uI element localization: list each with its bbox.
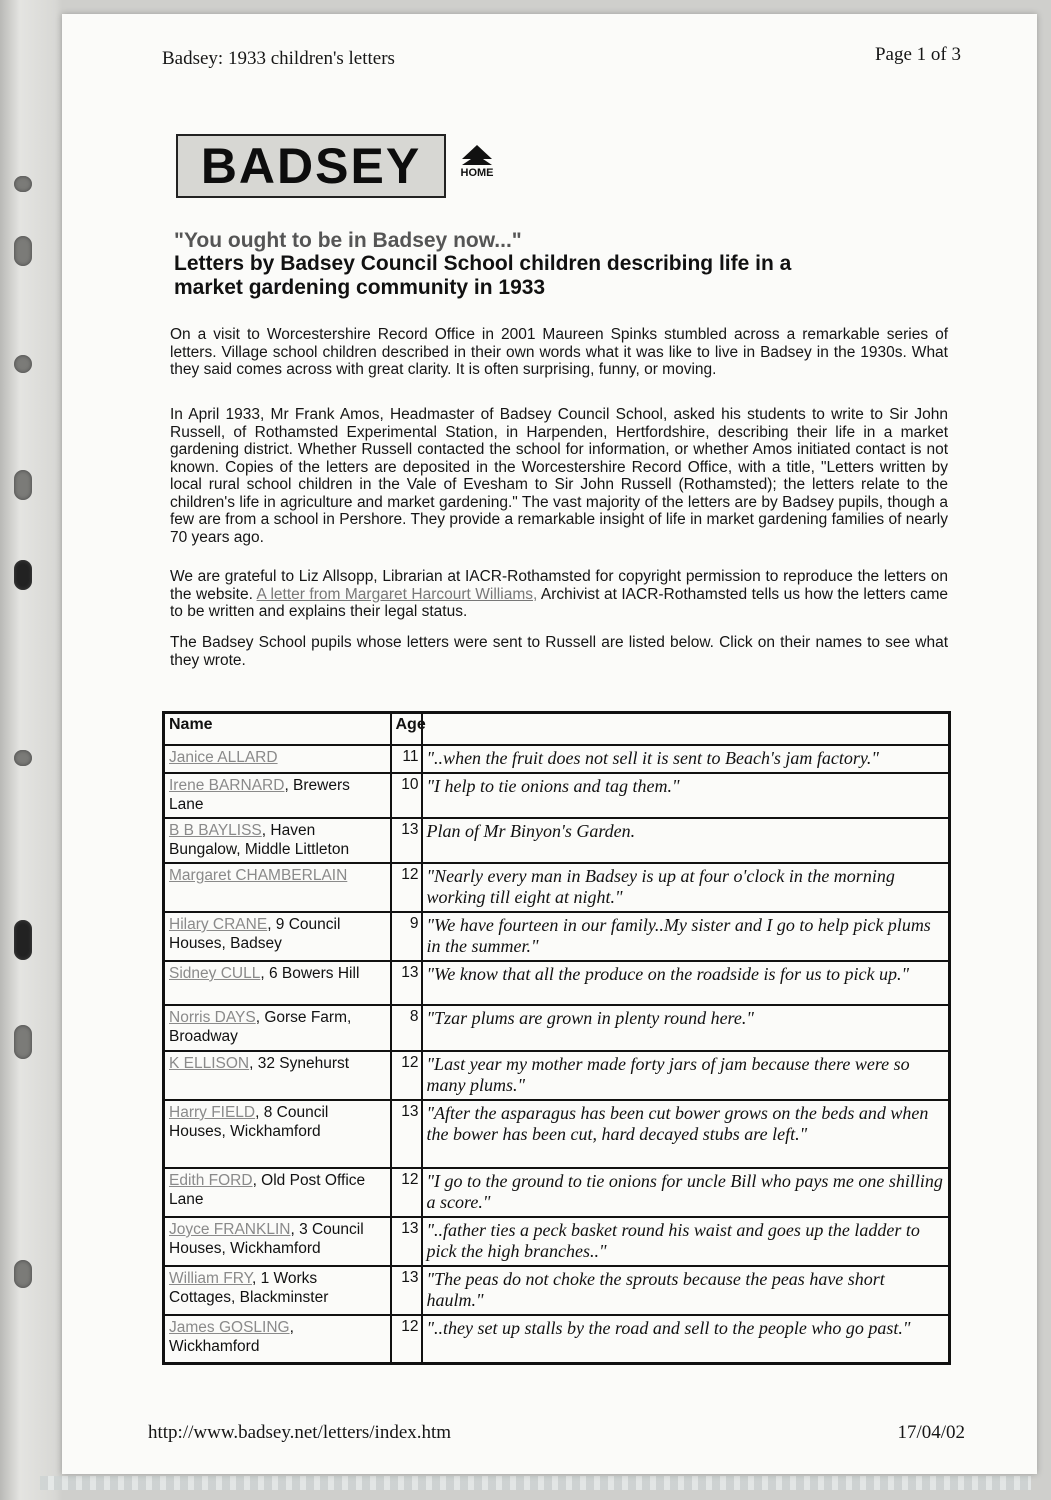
pupil-name-cell — [164, 1266, 391, 1315]
pupil-quote: "We know that all the produce on the roadside is for us to pick up." — [422, 961, 950, 1005]
table-row — [164, 863, 950, 912]
pupil-name-cell — [164, 745, 391, 773]
pupil-quote: "..father ties a peck basket round his waist and goes up the ladder to pick the high branches.." — [422, 1217, 950, 1266]
pupil-age: 10 — [391, 773, 422, 818]
binder-hole — [14, 355, 32, 373]
pupil-name-link[interactable]: Joyce FRANKLIN — [169, 1221, 291, 1238]
pupil-quote: Plan of Mr Binyon's Garden. — [422, 818, 950, 863]
pupil-age: 13 — [391, 961, 422, 1005]
table-row — [164, 1266, 950, 1315]
pupil-name-link[interactable]: William FRY — [169, 1270, 252, 1287]
pupil-name-link[interactable]: Janice ALLARD — [169, 749, 278, 766]
pupil-age: 8 — [391, 1005, 422, 1051]
column-header-quote — [422, 713, 950, 746]
pupil-quote: "I help to tie onions and tag them." — [422, 773, 950, 818]
intro-paragraph-4: The Badsey School pupils whose letters were sent to Russell are listed below. Click on their names to see what they wrote. — [170, 634, 948, 669]
binder-hole — [14, 176, 32, 192]
pupil-rows — [164, 745, 950, 1363]
pupil-name-cell — [164, 1168, 391, 1217]
pupil-age: 13 — [391, 1266, 422, 1315]
page-number: Page 1 of 3 — [874, 44, 961, 65]
pupil-name-cell — [164, 863, 391, 912]
table-row — [164, 773, 950, 818]
binder-hole — [14, 750, 32, 766]
pupil-name-link[interactable]: Harry FIELD — [169, 1104, 256, 1121]
pupil-quote: "..when the fruit does not sell it is sent to Beach's jam factory." — [422, 745, 950, 773]
pupil-name-cell — [164, 773, 391, 818]
pupil-name-cell — [164, 1005, 391, 1051]
intro-paragraph-1: On a visit to Worcestershire Record Office in 2001 Maureen Spinks stumbled across a remarkable series of letters. Village school children described in their own words what it was like to live in Badsey in the 1930s. What they said comes across with great clarity. It is often surprising, funny, or moving. — [170, 326, 948, 378]
table-row — [164, 1315, 950, 1363]
binder-hole — [14, 470, 32, 500]
pupil-name-cell — [164, 961, 391, 1005]
pupil-address: , 32 Synehurst — [249, 1055, 350, 1072]
pupil-age: 12 — [391, 1051, 422, 1100]
home-link[interactable] — [454, 145, 500, 195]
paragraph-3-text-before: We are grateful to Liz Allsopp, Librarian at IACR-Rothamsted for copyright permission to reproduce the letters on the website. — [170, 568, 948, 603]
paragraph-3-text-after: Archivist at IACR-Rothamsted tells us how the letters came to be written and explains their legal status. — [170, 585, 949, 620]
badsey-logo[interactable]: BADSEY — [176, 134, 446, 198]
pupil-age: 12 — [391, 1168, 422, 1217]
pupil-name-link[interactable]: Edith FORD — [169, 1172, 253, 1189]
table-row — [164, 1168, 950, 1217]
table-row — [164, 818, 950, 863]
pupil-age: 12 — [391, 863, 422, 912]
page-url: http://www.badsey.net/letters/index.htm — [148, 1422, 452, 1443]
pupil-quote: "Last year my mother made forty jars of jam because there were so many plums." — [422, 1051, 950, 1100]
column-header-name: Name — [164, 713, 391, 746]
pupil-address: , Wickhamford — [169, 1319, 294, 1355]
binder-hole — [14, 1025, 32, 1059]
pupil-address: , Old Post Office Lane — [169, 1172, 366, 1208]
intro-paragraph-2: In April 1933, Mr Frank Amos, Headmaster of Badsey Council School, asked his students to write to Sir John Russell, of Rothamsted Experimental Station, in Harpenden, Hertfordshire, describing their life in a market gardening district. Whether Russell contacted the school for information, or whether Amos initiated contact is not known. Copies of the letters are deposited in the Worcestershire Record Office, with a title, "Letters written by local rural school children in the Vale of Evesham to Sir John Russell (Rothamsted); the letters relate to the children's life in agriculture and market gardening." The vast majority of the letters are by Badsey pupils, though a few are from a school in Pershore. They provide a remarkable insight of life in market gardening families of nearly 70 years ago. — [170, 406, 948, 546]
pupil-name-link[interactable]: Irene BARNARD — [169, 777, 285, 794]
print-date: 17/04/02 — [897, 1422, 965, 1443]
pupil-name-link[interactable]: Hilary CRANE — [169, 916, 268, 933]
table-row — [164, 1100, 950, 1168]
pupil-address: , 9 Council Houses, Badsey — [169, 916, 341, 952]
archivist-letter-link[interactable]: A letter from Margaret Harcourt Williams, — [256, 585, 538, 603]
page-header-title: Badsey: 1933 children's letters — [162, 48, 395, 69]
pupil-name-link[interactable]: Sidney CULL — [169, 965, 261, 982]
pupil-name-cell — [164, 1315, 391, 1363]
pupil-age: 11 — [391, 745, 422, 773]
pupil-age: 13 — [391, 1217, 422, 1266]
home-label: HOME — [460, 167, 494, 179]
pupil-address: , 3 Council Houses, Wickhamford — [169, 1221, 364, 1257]
binder-ring — [14, 920, 32, 960]
table-row — [164, 1051, 950, 1100]
pupil-name-link[interactable]: Norris DAYS — [169, 1009, 256, 1026]
pupil-age: 13 — [391, 818, 422, 863]
binder-ring — [14, 560, 32, 590]
pupil-name-link[interactable]: K ELLISON — [169, 1055, 250, 1072]
pupil-name-link[interactable]: B B BAYLISS — [169, 822, 262, 839]
pupil-quote: "..they set up stalls by the road and sell to the people who go past." — [422, 1315, 950, 1363]
sleeve-bottom-edge — [40, 1476, 1031, 1490]
pupil-address: , 1 Works Cottages, Blackminster — [169, 1270, 329, 1306]
pupil-quote: "Nearly every man in Badsey is up at four o'clock in the morning working till eight at night." — [422, 863, 950, 912]
binder-hole — [14, 236, 32, 266]
intro-paragraph-3 — [170, 568, 948, 621]
quote-title: "You ought to be in Badsey now..." — [174, 229, 522, 252]
pupil-address: , 8 Council Houses, Wickhamford — [169, 1104, 329, 1140]
pupil-name-cell — [164, 818, 391, 863]
table-header-row — [164, 713, 950, 746]
pupil-age: 13 — [391, 1100, 422, 1168]
binder-hole — [14, 1260, 32, 1288]
table-row — [164, 745, 950, 773]
pupil-quote: "I go to the ground to tie onions for uncle Bill who pays me one shilling a score." — [422, 1168, 950, 1217]
pupil-name-cell — [164, 912, 391, 961]
pupil-quote: "Tzar plums are grown in plenty round here." — [422, 1005, 950, 1051]
pupil-address: , Brewers Lane — [169, 777, 350, 813]
table-row — [164, 1217, 950, 1266]
table-row — [164, 912, 950, 961]
printed-page — [62, 14, 1037, 1474]
table-row — [164, 1005, 950, 1051]
pupil-name-cell — [164, 1217, 391, 1266]
pupils-table — [162, 711, 951, 1365]
pupil-quote: "After the asparagus has been cut bower grows on the beds and when the bower has been cut, hard decayed stubs are left." — [422, 1100, 950, 1168]
column-header-age: Age — [391, 713, 422, 746]
table-row — [164, 961, 950, 1005]
pupil-address: , Haven Bungalow, Middle Littleton — [169, 822, 350, 858]
pupil-quote: "We have fourteen in our family..My sister and I go to help pick plums in the summer." — [422, 912, 950, 961]
pupil-age: 12 — [391, 1315, 422, 1363]
pupil-name-cell — [164, 1100, 391, 1168]
pupil-address: , 6 Bowers Hill — [260, 965, 360, 982]
pupil-name-cell — [164, 1051, 391, 1100]
pupil-name-link[interactable]: Margaret CHAMBERLAIN — [169, 867, 348, 884]
pupil-age: 9 — [391, 912, 422, 961]
pupil-address: , Gorse Farm, Broadway — [169, 1009, 352, 1045]
page-title: Letters by Badsey Council School children describing life in a market gardening community in 1933 — [174, 252, 792, 299]
pupil-quote: "The peas do not choke the sprouts because the peas have short haulm." — [422, 1266, 950, 1315]
pupil-name-link[interactable]: James GOSLING — [169, 1319, 290, 1336]
home-arrow-icon-lower — [462, 155, 492, 165]
